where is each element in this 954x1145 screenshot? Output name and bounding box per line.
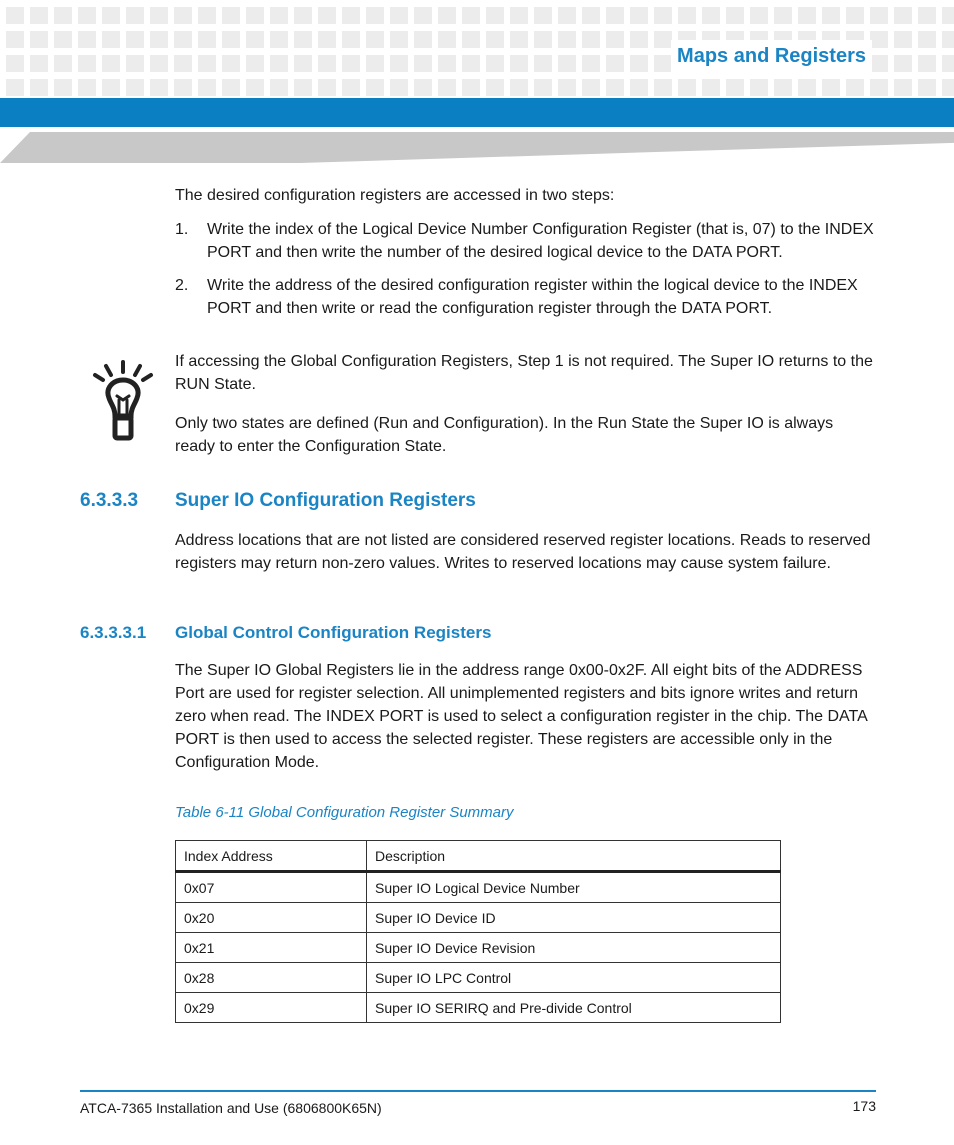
table-header: Description bbox=[367, 841, 781, 872]
page-number: 173 bbox=[852, 1098, 876, 1114]
table-cell: Super IO LPC Control bbox=[367, 963, 781, 993]
lightbulb-icon bbox=[92, 360, 154, 442]
step-number: 1. bbox=[175, 221, 189, 238]
table-header: Index Address bbox=[176, 841, 367, 872]
table-row bbox=[176, 963, 781, 993]
register-table bbox=[175, 840, 781, 1023]
table-cell: 0x20 bbox=[176, 903, 367, 933]
table-row bbox=[176, 903, 781, 933]
table-row bbox=[176, 872, 781, 903]
table-cell: Super IO Logical Device Number bbox=[367, 872, 781, 903]
step-text: Write the index of the Logical Device Number Configuration Register (that is, 07) to the INDEX PORT and then write the number of the desired logical device to the DATA PORT. bbox=[207, 221, 874, 261]
table-header-row bbox=[176, 841, 781, 872]
table-cell: 0x07 bbox=[176, 872, 367, 903]
step-number: 2. bbox=[175, 277, 189, 294]
note-text: If accessing the Global Configuration Registers, Step 1 is not required. The Super IO returns to the RUN State. bbox=[175, 353, 873, 393]
table-row bbox=[176, 933, 781, 963]
header-band bbox=[0, 98, 954, 127]
step-text: Write the address of the desired configuration register within the logical device to the INDEX PORT and then write or read the configuration register through the DATA PORT. bbox=[207, 277, 858, 317]
section-number: 6.3.3.3 bbox=[80, 490, 139, 511]
footer-doc-title: ATCA-7365 Installation and Use (6806800K65N) bbox=[80, 1100, 382, 1116]
table-cell: 0x28 bbox=[176, 963, 367, 993]
table-cell: 0x29 bbox=[176, 993, 367, 1023]
table-caption: Table 6-11 Global Configuration Register Summary bbox=[175, 804, 514, 821]
table-cell: 0x21 bbox=[176, 933, 367, 963]
subsection-body: The Super IO Global Registers lie in the address range 0x00-0x2F. All eight bits of the ADDRESS Port are used for register selection. All unimplemented registers and bits ignore writes and return zero when read. The INDEX PORT is used to select a configuration register in the chip. The DATA PORT is then used to access the selected register. These registers are accessible only in the Configuration Mode. bbox=[175, 662, 867, 771]
table-cell: Super IO Device Revision bbox=[367, 933, 781, 963]
note-text: Only two states are defined (Run and Configuration). In the Run State the Super IO is always ready to enter the Configuration State. bbox=[175, 415, 834, 455]
table-cell: Super IO Device ID bbox=[367, 903, 781, 933]
subsection-number: 6.3.3.3.1 bbox=[80, 623, 147, 642]
intro-text: The desired configuration registers are accessed in two steps: bbox=[175, 187, 615, 204]
header-wedge bbox=[0, 132, 954, 163]
section-body: Address locations that are not listed are considered reserved register locations. Reads to reserved registers may return non-zero values. Writes to reserved locations may cause system failure. bbox=[175, 532, 871, 572]
section-title: Maps and Registers bbox=[671, 40, 872, 72]
table-row bbox=[176, 993, 781, 1023]
section-title-text: Super IO Configuration Registers bbox=[175, 490, 476, 511]
footer-rule bbox=[80, 1090, 876, 1092]
subsection-title-text: Global Control Configuration Registers bbox=[175, 623, 492, 642]
table-cell: Super IO SERIRQ and Pre-divide Control bbox=[367, 993, 781, 1023]
